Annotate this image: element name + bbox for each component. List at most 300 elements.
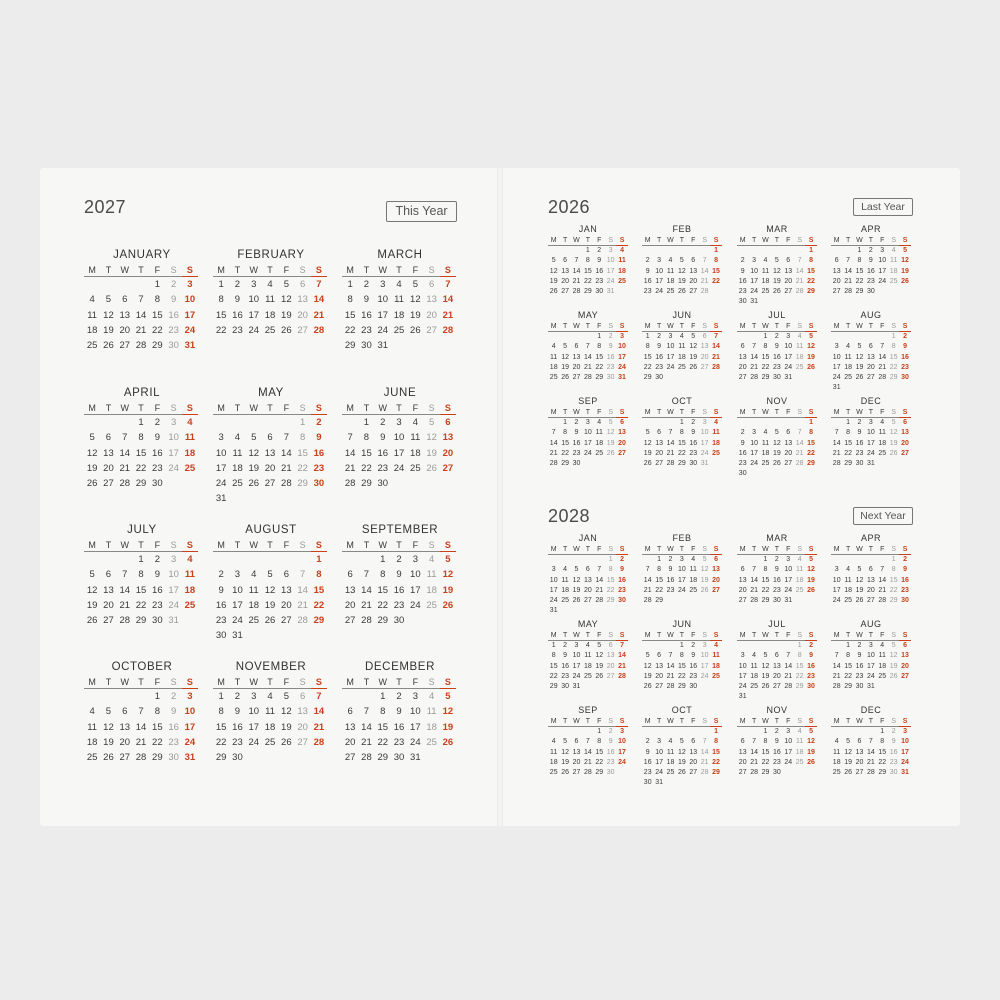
day-cell: 9	[170, 706, 177, 718]
month-grid	[737, 322, 817, 383]
day-cell: 18	[795, 748, 804, 756]
month-name: NOV	[766, 396, 788, 406]
day-cell: 24	[655, 288, 663, 296]
month-name: JUL	[768, 619, 786, 629]
weekday-header: W	[760, 631, 771, 641]
day-cell: 26	[281, 324, 292, 336]
day-cell: 12	[700, 566, 709, 574]
day-cell	[699, 727, 710, 737]
day-cell: 17	[677, 576, 686, 584]
day-cell: 15	[377, 721, 389, 733]
day-cell	[571, 246, 582, 256]
day-cell: 24	[878, 277, 887, 285]
month-grid	[548, 545, 628, 617]
weekday-header: S	[182, 264, 198, 277]
day-cell: 28	[442, 324, 454, 336]
day-cell: 6	[608, 642, 613, 649]
weekday-header: F	[783, 545, 794, 555]
day-cell: 3	[251, 279, 257, 290]
day-cell: 26	[264, 615, 276, 627]
day-cell: 26	[442, 736, 454, 748]
day-cell: 2	[668, 556, 673, 563]
day-cell	[699, 373, 710, 383]
month-name: JUN	[672, 619, 692, 629]
day-cell	[794, 418, 805, 428]
day-cell: 7	[597, 566, 602, 574]
day-cell: 18	[184, 447, 196, 459]
day-cell: 7	[363, 569, 370, 581]
day-cell: 27	[655, 683, 663, 691]
month-jul-2028	[737, 619, 817, 703]
day-cell: 13	[572, 353, 581, 361]
weekday-header: T	[582, 408, 593, 418]
day-cell: 20	[344, 736, 356, 748]
day-cell: 4	[428, 554, 435, 565]
day-cell: 23	[215, 615, 227, 627]
weekday-header: F	[688, 545, 699, 555]
day-cell	[748, 692, 759, 702]
weekday-header: T	[358, 539, 374, 552]
day-cell	[737, 555, 748, 565]
day-cell: 16	[901, 576, 909, 584]
day-cell: 31	[215, 493, 227, 505]
day-cell: 14	[583, 353, 592, 361]
day-cell: 13	[832, 267, 841, 275]
weekday-header: M	[642, 631, 653, 641]
day-cell: 14	[784, 662, 793, 670]
day-cell: 29	[761, 769, 770, 777]
day-cell: 24	[618, 758, 626, 766]
day-cell: 10	[377, 294, 389, 306]
weekday-header: M	[548, 408, 559, 418]
day-cell: 20	[738, 363, 747, 371]
day-cell: 10	[410, 569, 421, 581]
day-cell	[84, 552, 100, 567]
day-cell: 21	[750, 586, 758, 594]
day-cell: 27	[297, 736, 308, 748]
day-cell: 29	[595, 374, 604, 382]
day-cell: 16	[168, 309, 179, 321]
day-cell: 9	[691, 429, 696, 437]
day-cell: 1	[714, 728, 718, 735]
day-cell: 19	[855, 363, 864, 371]
day-cell	[594, 682, 605, 692]
day-cell	[665, 246, 676, 256]
day-cell: 3	[834, 343, 839, 351]
day-cell	[278, 415, 294, 430]
day-cell: 2	[691, 642, 696, 649]
day-cell: 8	[597, 738, 602, 746]
day-cell: 31	[866, 460, 875, 468]
day-cell: 15	[677, 439, 686, 447]
day-cell: 26	[901, 277, 909, 285]
day-cell: 2	[574, 419, 579, 426]
day-cell: 26	[281, 736, 292, 748]
weekday-header: W	[246, 264, 262, 277]
weekday-header: T	[358, 402, 374, 415]
day-cell: 2	[396, 554, 402, 565]
day-cell: 20	[119, 736, 131, 748]
day-cell: 30	[855, 460, 864, 468]
day-cell	[571, 606, 582, 616]
month-name: MARCH	[377, 249, 423, 261]
day-cell: 25	[264, 324, 276, 336]
weekday-header: T	[358, 264, 374, 277]
day-cell: 16	[232, 309, 243, 321]
day-cell: 25	[410, 462, 421, 474]
weekday-header: F	[688, 322, 699, 332]
day-cell: 4	[89, 706, 95, 718]
day-cell: 31	[700, 460, 709, 468]
day-cell: 20	[866, 363, 875, 371]
day-cell: 6	[774, 652, 779, 660]
day-cell: 27	[712, 586, 720, 594]
day-cell: 2	[645, 257, 650, 265]
day-cell	[246, 491, 262, 506]
weekday-header: T	[229, 676, 245, 689]
day-cell: 23	[738, 288, 747, 296]
day-cell: 2	[657, 333, 662, 340]
month-name: AUG	[860, 619, 882, 629]
day-cell: 17	[655, 758, 663, 766]
day-cell: 5	[903, 247, 907, 254]
weekday-header: S	[616, 408, 627, 418]
day-cell: 19	[700, 576, 709, 584]
day-cell: 19	[772, 449, 781, 457]
month-grid	[342, 539, 458, 628]
day-cell: 30	[377, 478, 389, 490]
day-cell: 29	[878, 769, 887, 777]
month-june-2027	[342, 386, 458, 491]
month-grid	[342, 676, 458, 765]
day-cell: 22	[583, 277, 592, 285]
day-cell: 9	[903, 343, 907, 351]
day-cell: 8	[154, 294, 160, 306]
day-cell: 3	[752, 257, 757, 265]
day-cell: 23	[889, 758, 898, 766]
day-cell: 21	[666, 672, 675, 680]
day-cell: 17	[750, 277, 758, 285]
day-cell: 31	[784, 597, 793, 605]
day-cell	[699, 682, 710, 692]
day-cell: 9	[154, 432, 160, 444]
day-cell: 20	[426, 309, 437, 321]
day-cell: 30	[168, 340, 179, 352]
day-cell: 22	[152, 736, 163, 748]
day-cell: 25	[666, 769, 675, 777]
day-cell: 11	[561, 576, 569, 584]
day-cell: 26	[844, 769, 852, 777]
weekday-header: W	[117, 539, 133, 552]
day-cell: 26	[86, 478, 98, 490]
day-cell: 20	[572, 363, 581, 371]
day-cell: 25	[666, 288, 675, 296]
day-cell: 27	[344, 752, 356, 764]
day-cell	[653, 641, 664, 651]
day-cell: 5	[691, 333, 696, 340]
day-cell: 4	[234, 432, 241, 444]
month-name: OCT	[671, 705, 693, 715]
day-cell: 11	[550, 353, 558, 361]
weekday-header: M	[84, 264, 100, 277]
day-cell: 16	[152, 584, 163, 596]
day-cell	[582, 606, 593, 616]
weekday-header: S	[805, 322, 816, 332]
day-cell: 6	[105, 432, 112, 444]
day-cell: 16	[152, 447, 163, 459]
weekday-header: S	[605, 631, 616, 641]
month-march-2027	[342, 248, 458, 353]
day-cell: 29	[712, 769, 720, 777]
day-cell: 14	[344, 447, 356, 459]
day-cell: 30	[889, 769, 898, 777]
day-cell: 10	[215, 447, 227, 459]
day-cell	[616, 606, 627, 616]
day-cell: 29	[795, 683, 804, 691]
day-cell: 22	[712, 277, 720, 285]
day-cell	[748, 469, 759, 479]
day-cell: 8	[645, 343, 650, 351]
day-cell: 16	[313, 447, 325, 459]
day-cell: 6	[122, 706, 128, 718]
day-cell	[571, 332, 582, 342]
day-cell: 17	[168, 447, 179, 459]
day-cell: 18	[712, 439, 720, 447]
day-cell: 12	[264, 584, 276, 596]
day-cell: 12	[595, 652, 604, 660]
day-cell: 23	[377, 462, 389, 474]
day-cell: 14	[700, 748, 709, 756]
day-cell: 2	[154, 417, 160, 428]
day-cell: 20	[297, 309, 308, 321]
day-cell: 28	[832, 683, 841, 691]
day-cell	[748, 641, 759, 651]
month-august-2027	[213, 523, 329, 644]
day-cell: 23	[855, 449, 864, 457]
month-name: FEBRUARY	[237, 249, 305, 261]
weekday-header: S	[616, 322, 627, 332]
day-cell: 2	[891, 728, 896, 735]
day-cell: 9	[740, 267, 745, 275]
day-cell: 15	[889, 353, 898, 361]
day-cell: 17	[393, 447, 405, 459]
weekday-header: F	[783, 717, 794, 727]
day-cell: 3	[620, 333, 624, 340]
weekday-header: T	[771, 236, 782, 246]
day-cell: 4	[763, 257, 768, 265]
day-cell: 24	[410, 736, 421, 748]
day-cell: 8	[891, 343, 896, 351]
weekday-header: S	[794, 631, 805, 641]
day-cell: 17	[878, 267, 887, 275]
day-cell: 29	[761, 597, 770, 605]
weekday-header: F	[688, 236, 699, 246]
day-cell: 31	[184, 752, 196, 764]
day-cell: 12	[549, 267, 558, 275]
day-cell: 21	[119, 462, 131, 474]
weekday-header: W	[854, 545, 865, 555]
day-cell: 26	[772, 460, 781, 468]
day-cell: 3	[187, 279, 193, 290]
day-cell	[831, 332, 842, 342]
day-cell	[794, 297, 805, 307]
day-cell: 6	[857, 738, 862, 746]
day-cell: 18	[844, 363, 852, 371]
weekday-header: S	[805, 631, 816, 641]
day-cell: 22	[135, 599, 147, 611]
weekday-header: F	[783, 322, 794, 332]
weekday-header: W	[665, 236, 676, 246]
day-cell	[665, 418, 676, 428]
day-cell: 24	[750, 460, 758, 468]
month-name: FEB	[672, 224, 692, 234]
day-cell: 2	[563, 642, 568, 649]
day-cell: 18	[795, 576, 804, 584]
day-cell: 24	[618, 363, 626, 371]
month-name: APRIL	[123, 387, 161, 399]
day-cell: 20	[297, 721, 308, 733]
month-grid	[548, 322, 628, 383]
day-cell: 28	[135, 340, 147, 352]
day-cell: 28	[119, 478, 131, 490]
day-cell: 16	[655, 353, 663, 361]
month-oct-2026	[642, 396, 722, 469]
day-cell: 7	[668, 652, 673, 660]
day-cell: 9	[868, 257, 873, 265]
day-cell: 2	[774, 333, 779, 340]
day-cell	[262, 750, 278, 765]
month-jul-2026	[737, 310, 817, 383]
day-cell	[391, 476, 407, 491]
day-cell: 5	[412, 279, 418, 290]
day-cell: 20	[712, 576, 720, 584]
day-cell: 17	[410, 584, 421, 596]
day-cell: 14	[119, 447, 131, 459]
weekday-header: F	[278, 539, 294, 552]
day-cell: 15	[297, 447, 308, 459]
day-cell: 18	[232, 462, 243, 474]
day-cell: 31	[572, 683, 581, 691]
day-cell: 17	[184, 721, 196, 733]
day-cell: 25	[248, 615, 260, 627]
day-cell: 8	[846, 429, 851, 437]
day-cell: 3	[608, 247, 613, 254]
day-cell: 6	[574, 738, 579, 746]
day-cell: 13	[264, 447, 276, 459]
weekday-header: T	[229, 539, 245, 552]
day-cell: 10	[784, 738, 793, 746]
day-cell: 25	[264, 736, 276, 748]
weekday-header: M	[84, 539, 100, 552]
weekday-header: M	[342, 264, 358, 277]
weekday-header: W	[246, 539, 262, 552]
day-cell: 12	[426, 432, 437, 444]
weekday-header: M	[213, 539, 229, 552]
day-cell: 16	[393, 721, 405, 733]
day-cell: 27	[281, 615, 292, 627]
weekday-header: W	[117, 676, 133, 689]
day-cell: 8	[679, 429, 684, 437]
day-cell: 4	[714, 642, 718, 649]
day-cell: 25	[184, 599, 196, 611]
day-cell: 12	[442, 706, 454, 718]
day-cell: 14	[750, 576, 758, 584]
month-name: SEPTEMBER	[361, 524, 439, 536]
day-cell: 30	[572, 460, 581, 468]
day-cell	[117, 689, 133, 704]
day-cell: 19	[689, 353, 698, 361]
month-apr-2026	[831, 224, 911, 297]
weekday-header: S	[294, 539, 310, 552]
weekday-header: T	[133, 676, 149, 689]
day-cell: 1	[585, 247, 590, 254]
day-cell: 26	[103, 752, 114, 764]
day-cell: 12	[410, 294, 421, 306]
day-cell: 20	[119, 324, 131, 336]
day-cell: 25	[712, 672, 720, 680]
day-cell: 17	[832, 586, 841, 594]
day-cell	[262, 628, 278, 643]
day-cell: 25	[832, 769, 841, 777]
day-cell: 2	[809, 642, 813, 649]
day-cell	[676, 596, 687, 606]
day-cell: 7	[299, 569, 306, 581]
month-jan-2026	[548, 224, 628, 297]
day-cell: 2	[740, 257, 745, 265]
day-cell: 23	[807, 672, 815, 680]
day-cell: 7	[574, 257, 579, 265]
month-grid	[642, 717, 722, 789]
day-cell: 4	[551, 343, 556, 351]
day-cell: 7	[702, 738, 707, 746]
weekday-header: T	[559, 545, 570, 555]
day-cell: 17	[784, 748, 793, 756]
day-cell: 28	[700, 288, 709, 296]
day-cell	[294, 628, 310, 643]
day-cell: 26	[761, 683, 770, 691]
day-cell: 30	[168, 752, 179, 764]
day-cell: 3	[170, 554, 177, 565]
day-cell	[688, 373, 699, 383]
day-cell: 5	[891, 642, 896, 649]
weekday-header: M	[737, 545, 748, 555]
day-cell	[559, 332, 570, 342]
day-cell: 16	[855, 439, 864, 447]
day-cell: 8	[809, 429, 813, 437]
day-cell: 11	[265, 706, 275, 718]
day-cell: 29	[135, 615, 147, 627]
day-cell: 6	[347, 569, 353, 581]
day-cell	[423, 750, 439, 765]
day-cell: 12	[772, 439, 781, 447]
day-cell	[213, 415, 229, 430]
day-cell: 30	[393, 752, 405, 764]
day-cell: 15	[152, 309, 163, 321]
weekday-header: S	[616, 236, 627, 246]
day-cell: 19	[761, 672, 770, 680]
day-cell: 27	[606, 672, 615, 680]
day-cell: 3	[834, 566, 839, 574]
day-cell	[653, 418, 664, 428]
weekday-header: S	[165, 402, 181, 415]
day-cell: 13	[772, 662, 781, 670]
day-cell	[877, 555, 888, 565]
day-cell: 19	[595, 662, 604, 670]
weekday-header: F	[783, 631, 794, 641]
day-cell: 1	[218, 279, 224, 290]
day-cell: 27	[583, 597, 592, 605]
day-cell: 21	[712, 353, 720, 361]
